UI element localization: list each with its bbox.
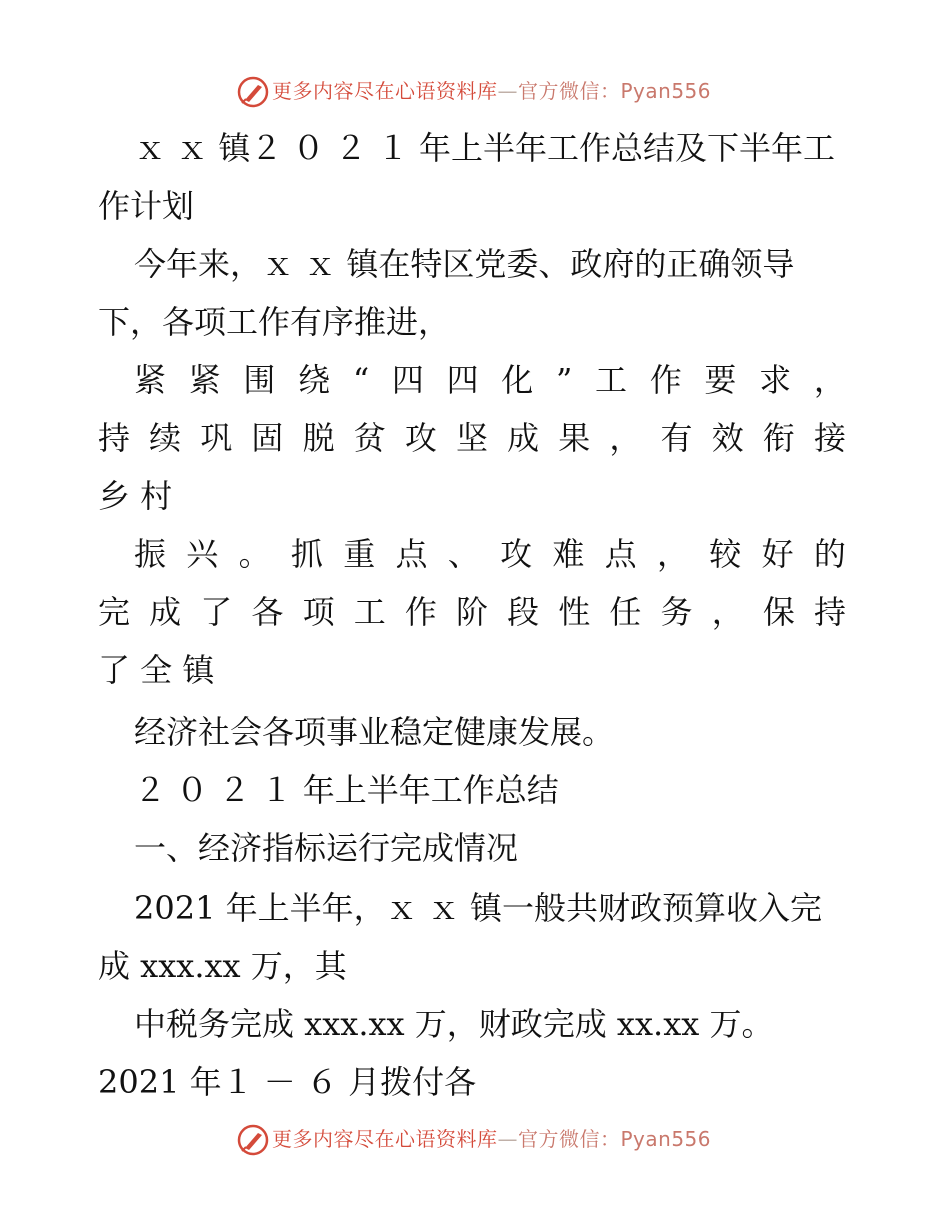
paragraph-4-line-1: 经济社会各项事业稳定健康发展。	[134, 713, 615, 751]
watermark-text: 更多内容尽在心语资料库—官方微信：Pyan556	[272, 79, 712, 103]
watermark-text: 更多内容尽在心语资料库—官方微信：Pyan556	[272, 1127, 712, 1151]
title-line-2: 作计划	[98, 187, 195, 225]
watermark-footer	[0, 1120, 950, 1160]
quill-pen-logo-icon	[236, 1123, 270, 1157]
paragraph-6-line-1: 中税务完成 xxx.xx 万，财政完成 xx.xx 万。	[134, 1005, 774, 1043]
paragraph-2-line-2: 持 续 巩 固 脱 贫 攻 坚 成 果 ， 有 效 衔 接	[98, 419, 846, 457]
section-heading-economic: 一、经济指标运行完成情况	[134, 829, 519, 867]
paragraph-2-line-3: 乡 村	[98, 477, 173, 515]
paragraph-3-line-3: 了 全 镇	[98, 651, 215, 689]
paragraph-1-line-2: 下，各项工作有序推进，	[98, 303, 451, 341]
paragraph-2-line-1: 紧 紧 围 绕 “ 四 四 化 ” 工 作 要 求 ，	[134, 361, 846, 399]
title-line-1: ｘ ｘ 镇２ ０ ２ １ 年上半年工作总结及下半年工	[134, 129, 836, 167]
quill-pen-logo-icon	[236, 75, 270, 109]
paragraph-6-line-2: 2021 年１ － ６ 月拨付各	[98, 1063, 477, 1101]
watermark-header	[0, 72, 950, 112]
paragraph-5-line-1: 2021 年上半年，ｘ ｘ 镇一般共财政预算收入完	[134, 889, 822, 927]
paragraph-5-line-2: 成 xxx.xx 万，其	[98, 947, 347, 985]
paragraph-1-line-1: 今年来，ｘ ｘ 镇在特区党委、政府的正确领导	[134, 245, 795, 283]
section-heading-summary: ２ ０ ２ １ 年上半年工作总结	[134, 771, 559, 809]
paragraph-3-line-1: 振 兴 。 抓 重 点 、 攻 难 点 ， 较 好 的	[134, 535, 846, 573]
paragraph-3-line-2: 完 成 了 各 项 工 作 阶 段 性 任 务 ， 保 持	[98, 593, 846, 631]
